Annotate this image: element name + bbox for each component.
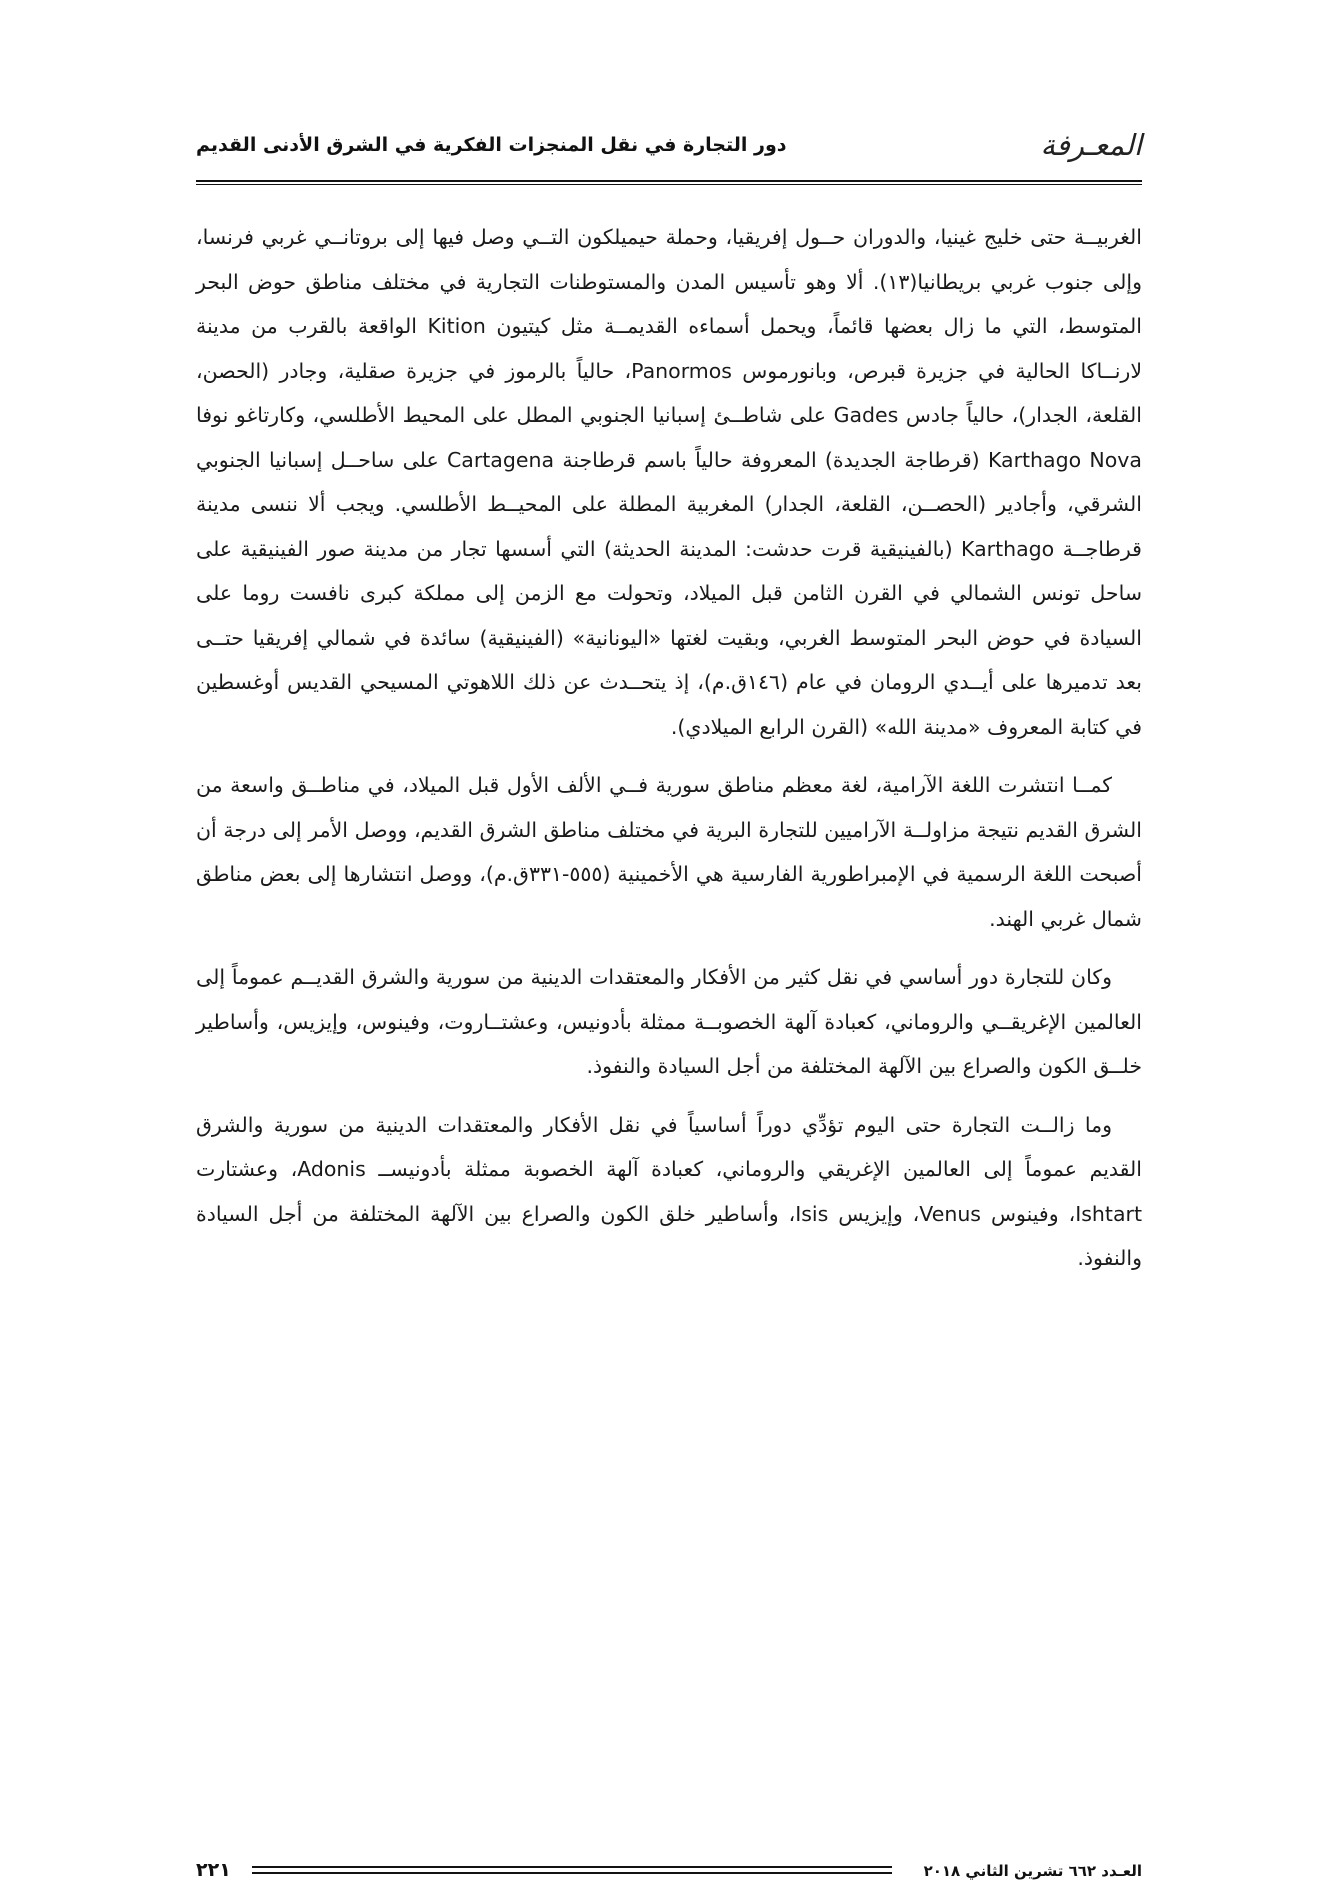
paragraph-4: وما زالــت التجارة حتى اليوم تؤدِّي دوراً أساسياً في نقل الأفكار والمعتقدات الدينية من سورية والشرق القديم عموماً إلى العالمين الإغريقي والروماني، كعبادة آلهة الخصوبة ممثلة بأدونيســ Adonis، وعشتارت Ishtart، وفينوس Venus، وإيزيس Isis، وأساطير خلق الكون والصراع بين الآلهة المختلفة من أجل السيادة والنفوذ. (196, 1112, 1142, 1270)
footer-divider (252, 1866, 892, 1874)
journal-logo: المعـرفة (1040, 128, 1142, 162)
paragraph-2: كمــا انتشرت اللغة الآرامية، لغة معظم مناطق سورية فــي الألف الأول قبل الميلاد، في مناطــق واسعة من الشرق القديم نتيجة مزاولــة الآراميين للتجارة البرية في مختلف مناطق الشرق القديم، ووصل الأمر إلى درجة أن أصبحت اللغة الرسمية في الإمبراطورية الفارسية هي الأخمينية (٥٥٥-٣٣١ق.م)، ووصل انتشارها إلى بعض مناطق شمال غربي الهند. (196, 773, 1142, 931)
header-divider (196, 180, 1142, 185)
page-number: ٢٢١ (196, 1859, 231, 1881)
running-title: دور التجارة في نقل المنجزات الفكرية في الشرق الأدنى القديم (196, 134, 787, 156)
article-body (196, 215, 1142, 1295)
issue-label: العـدد ٦٦٢ تشرين الثاني ٢٠١٨ (923, 1862, 1142, 1880)
page-header (196, 128, 1142, 178)
paragraph-3: وكان للتجارة دور أساسي في نقل كثير من الأفكار والمعتقدات الدينية من سورية والشرق القديــم عموماً إلى العالمين الإغريقــي والروماني، كعبادة آلهة الخصوبــة ممثلة بأدونيس، وعشتــاروت، وفينوس، وإيزيس، وأساطير خلــق الكون والصراع بين الآلهة المختلفة من أجل السيادة والنفوذ. (196, 965, 1142, 1078)
page-footer (196, 1859, 1142, 1888)
paragraph-1: الغربيــة حتى خليج غينيا، والدوران حــول إفريقيا، وحملة حيميلكون التــي وصل فيها إلى بروتانــي غربي فرنسا، وإلى جنوب غربي بريطانيا(١٣). ألا وهو تأسيس المدن والمستوطنات التجارية في مختلف مناطق حوض البحر المتوسط، التي ما زال بعضها قائماً، ويحمل أسماءه القديمــة مثل كيتيون Kition الواقعة بالقرب من مدينة لارنــاكا الحالية في جزيرة قبرص، وبانورموس Panormos، حالياً بالرموز في جزيرة صقلية، وجادر (الحصن، القلعة، الجدار)، حالياً جادس Gades على شاطــئ إسبانيا الجنوبي المطل على المحيط الأطلسي، وكارتاغو نوفا Karthago Nova (قرطاجة الجديدة) المعروفة حالياً باسم قرطاجنة Cartagena على ساحــل إسبانيا الجنوبي الشرقي، وأجادير (الحصــن، القلعة، الجدار) المغربية المطلة على المحيــط الأطلسي. ويجب ألا ننسى مدينة قرطاجــة Karthago (بالفينيقية قرت حدشت: المدينة الحديثة) التي أسسها تجار من مدينة صور الفينيقية على ساحل تونس الشمالي في القرن الثامن قبل الميلاد، وتحولت مع الزمن إلى مملكة كبرى نافست روما على السيادة في حوض البحر المتوسط الغربي، وبقيت لغتها «اليونانية» (الفينيقية) سائدة في شمالي إفريقيا حتــى بعد تدميرها على أيــدي الرومان في عام (١٤٦ق.م)، إذ يتحــدث عن ذلك اللاهوتي المسيحي القديس أوغسطين في كتابة المعروف «مدينة الله» (القرن الرابع الميلادي). (196, 225, 1143, 739)
